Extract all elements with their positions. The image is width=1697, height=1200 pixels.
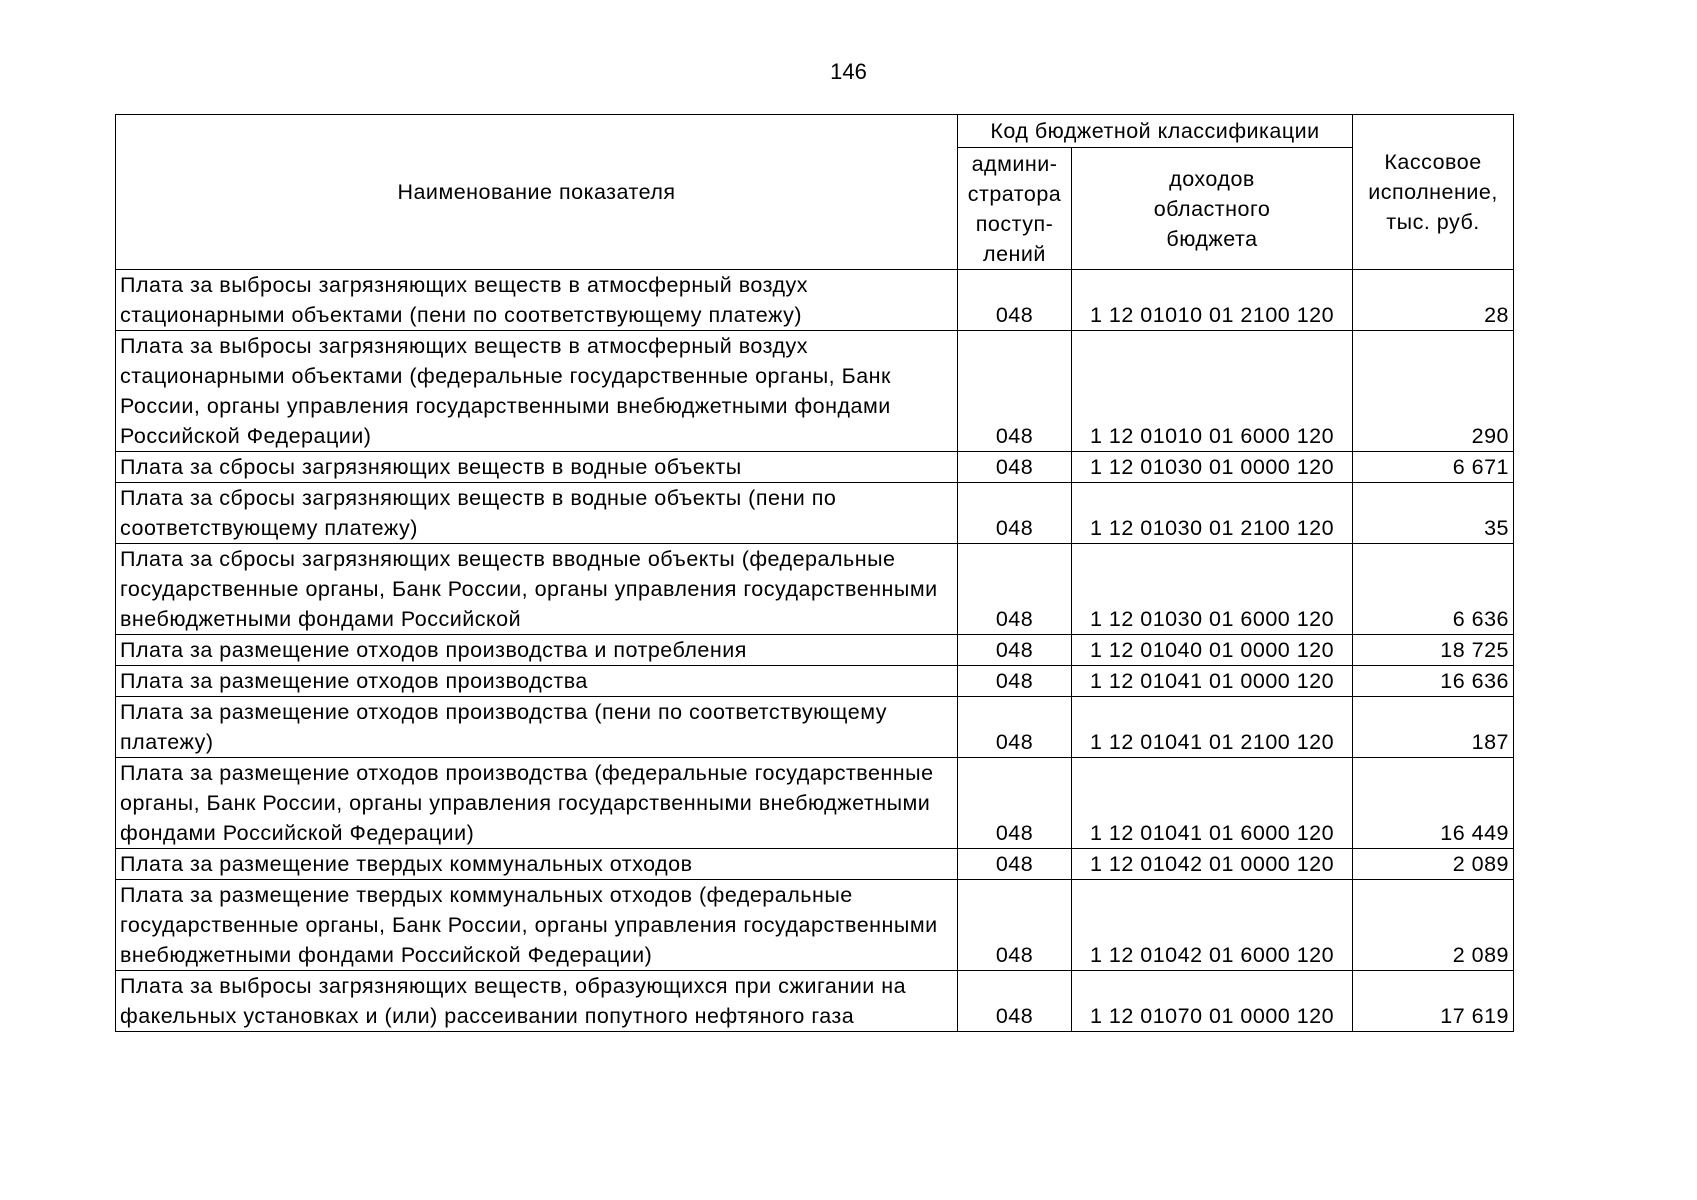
cell-admin: 048: [958, 270, 1072, 331]
cell-amount: 35: [1353, 483, 1514, 544]
cell-code: 1 12 01030 01 6000 120: [1072, 544, 1353, 635]
cell-code: 1 12 01070 01 0000 120: [1072, 971, 1353, 1032]
cell-admin: 048: [958, 666, 1072, 697]
page-number: 146: [830, 59, 867, 84]
cell-admin: 048: [958, 544, 1072, 635]
cell-admin: 048: [958, 971, 1072, 1032]
cell-admin: 048: [958, 697, 1072, 758]
cell-name: Плата за выбросы загрязняющих веществ в атмосферный воздух стационарными объектами (пени по соответствующему платежу): [116, 270, 958, 331]
cell-name: Плата за сбросы загрязняющих веществ в водные объекты: [116, 452, 958, 483]
cell-amount: 6 636: [1353, 544, 1514, 635]
header-admin-line: поступ-: [975, 211, 1054, 236]
cell-amount: 2 089: [1353, 849, 1514, 880]
header-admin-line: админи-: [971, 151, 1058, 176]
header-execution-line: исполнение,: [1368, 180, 1498, 204]
cell-name: Плата за размещение твердых коммунальных отходов (федеральные государственные органы, Банк России, органы управления государственными внебюджетными фондами Российской Федерации): [116, 880, 958, 971]
cell-amount: 18 725: [1353, 635, 1514, 666]
cell-code: 1 12 01041 01 2100 120: [1072, 697, 1353, 758]
cell-admin: 048: [958, 331, 1072, 452]
cell-amount: 187: [1353, 697, 1514, 758]
cell-code: 1 12 01030 01 0000 120: [1072, 452, 1353, 483]
cell-name: Плата за размещение отходов производства и потребления: [116, 635, 958, 666]
cell-code: 1 12 01010 01 6000 120: [1072, 331, 1353, 452]
table-row: [116, 331, 1514, 452]
cell-admin: 048: [958, 880, 1072, 971]
cell-name: Плата за сбросы загрязняющих веществ в водные объекты (пени по соответствующему платежу): [116, 483, 958, 544]
cell-amount: 2 089: [1353, 880, 1514, 971]
table-row: [116, 483, 1514, 544]
cell-admin: 048: [958, 483, 1072, 544]
cell-amount: 6 671: [1353, 452, 1514, 483]
header-income-line: областного: [1153, 196, 1271, 221]
table-row: [116, 697, 1514, 758]
table-body: [116, 270, 1514, 1032]
cell-code: 1 12 01041 01 6000 120: [1072, 758, 1353, 849]
cell-amount: 16 636: [1353, 666, 1514, 697]
table-row: [116, 270, 1514, 331]
cell-name: Плата за размещение отходов производства (федеральные государственные органы, Банк России, органы управления государственными внебюджетными фондами Российской Федерации): [116, 758, 958, 849]
header-income-line: доходов: [1169, 166, 1255, 191]
cell-admin: 048: [958, 758, 1072, 849]
table-row: [116, 849, 1514, 880]
table-row: [116, 544, 1514, 635]
cell-name: Плата за выбросы загрязняющих веществ в атмосферный воздух стационарными объектами (федеральные государственные органы, Банк России, органы управления государственными внебюджетными фондами Российской Федерации): [116, 331, 958, 452]
cell-amount: 290: [1353, 331, 1514, 452]
table-row: [116, 971, 1514, 1032]
header-admin-line: лений: [983, 241, 1046, 266]
header-execution-line: Кассовое: [1384, 150, 1482, 174]
cell-amount: 16 449: [1353, 758, 1514, 849]
header-income: [1072, 148, 1353, 270]
cell-name: Плата за сбросы загрязняющих веществ вводные объекты (федеральные государственные органы, Банк России, органы управления государственными внебюджетными фондами Российской: [116, 544, 958, 635]
cell-code: 1 12 01041 01 0000 120: [1072, 666, 1353, 697]
cell-code: 1 12 01042 01 0000 120: [1072, 849, 1353, 880]
cell-admin: 048: [958, 452, 1072, 483]
header-admin-line: стратора: [967, 181, 1062, 206]
table-row: [116, 452, 1514, 483]
cell-code: 1 12 01040 01 0000 120: [1072, 635, 1353, 666]
table-header: [116, 115, 1514, 270]
table-row: [116, 880, 1514, 971]
cell-admin: 048: [958, 849, 1072, 880]
header-income-line: бюджета: [1166, 226, 1258, 251]
header-admin: [958, 148, 1072, 270]
header-execution: [1353, 115, 1514, 270]
header-execution-line: тыс. руб.: [1386, 210, 1480, 234]
table-row: [116, 635, 1514, 666]
cell-admin: 048: [958, 635, 1072, 666]
table-row: [116, 666, 1514, 697]
cell-code: 1 12 01010 01 2100 120: [1072, 270, 1353, 331]
table-row: [116, 758, 1514, 849]
cell-name: Плата за размещение отходов производства (пени по соответствующему платежу): [116, 697, 958, 758]
cell-name: Плата за выбросы загрязняющих веществ, образующихся при сжигании на факельных установках и (или) рассеивании попутного нефтяного газа: [116, 971, 958, 1032]
cell-name: Плата за размещение отходов производства: [116, 666, 958, 697]
cell-amount: 28: [1353, 270, 1514, 331]
cell-code: 1 12 01042 01 6000 120: [1072, 880, 1353, 971]
budget-table: [115, 114, 1514, 1032]
header-code-group: Код бюджетной классификации: [958, 115, 1353, 148]
cell-name: Плата за размещение твердых коммунальных отходов: [116, 849, 958, 880]
cell-amount: 17 619: [1353, 971, 1514, 1032]
cell-code: 1 12 01030 01 2100 120: [1072, 483, 1353, 544]
header-name: Наименование показателя: [116, 115, 958, 270]
